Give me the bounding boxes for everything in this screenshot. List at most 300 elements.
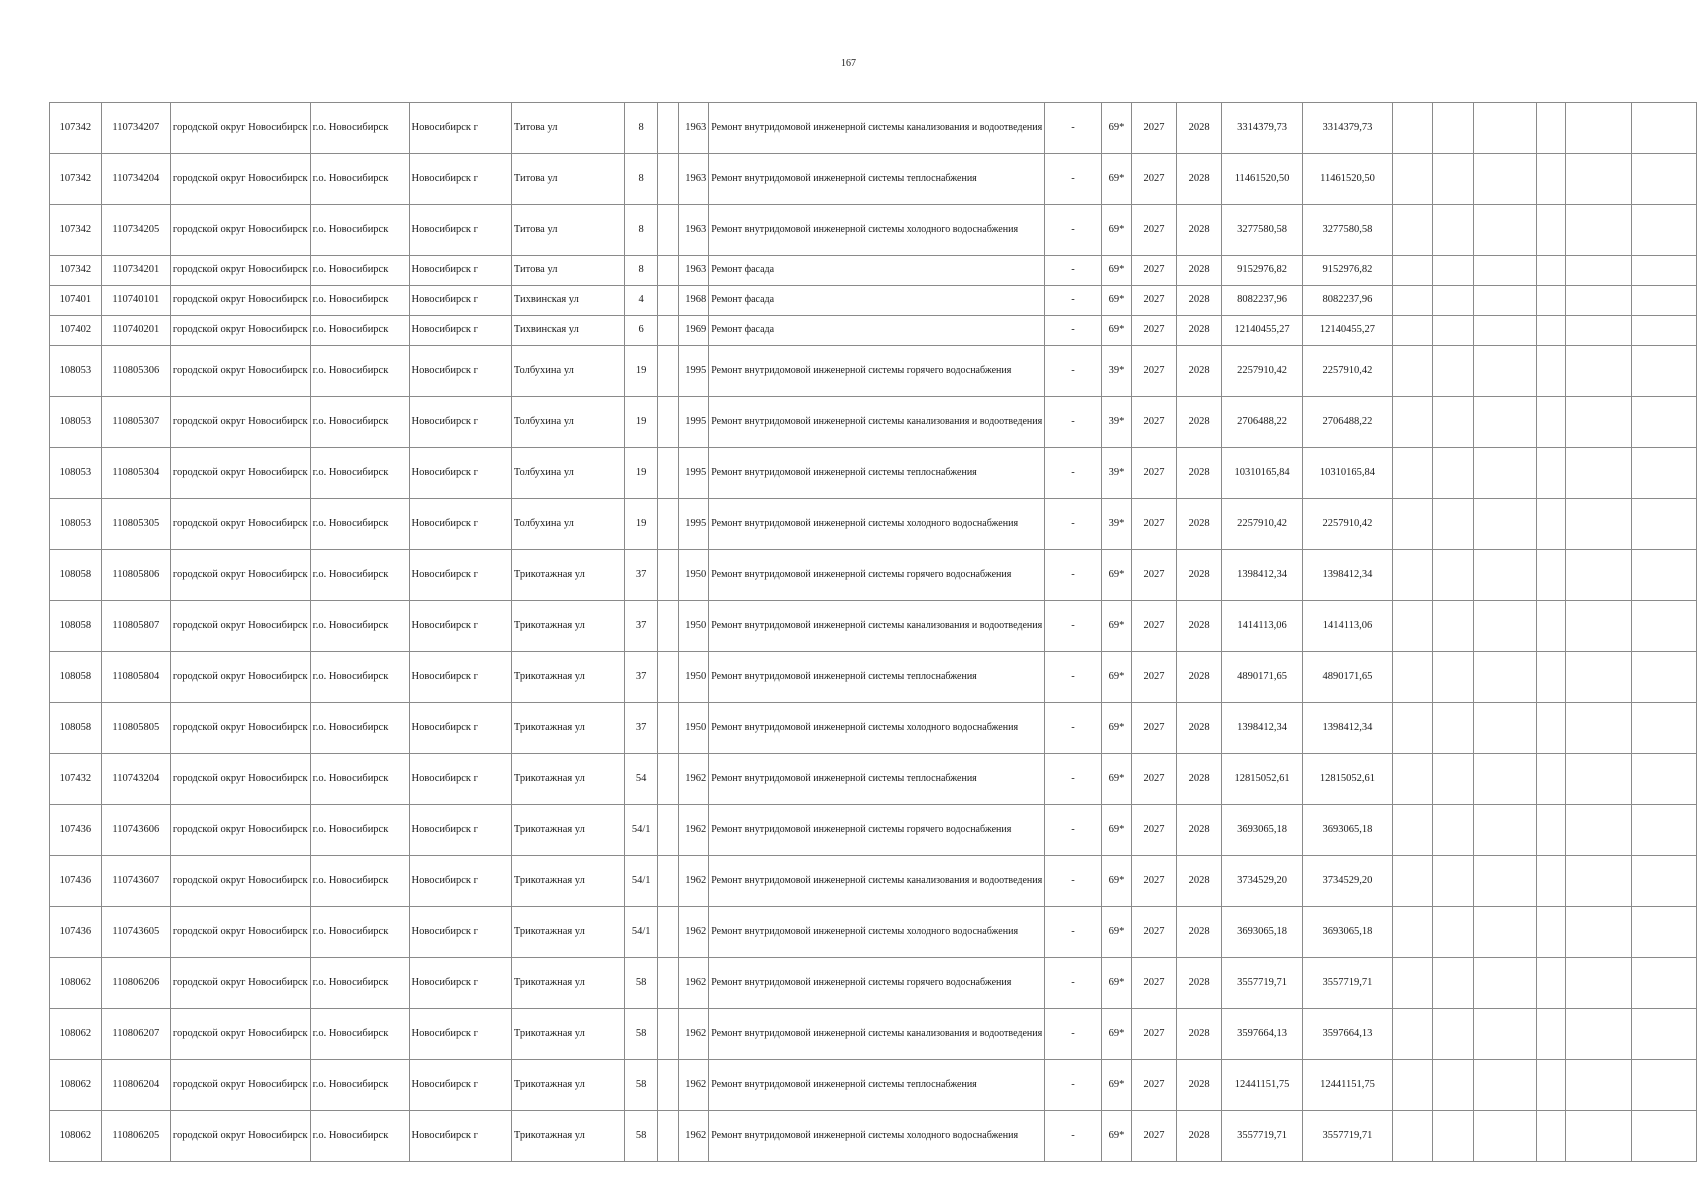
city-cell: Новосибирск г [409, 499, 511, 550]
work-type-cell: Ремонт внутридомовой инженерной системы горячего водоснабжения [709, 346, 1045, 397]
building-cell [657, 652, 678, 703]
cost-cell: 3557719,71 [1222, 958, 1302, 1009]
district-cell: городской округ Новосибирск [170, 103, 310, 154]
empty-cell [1473, 286, 1537, 316]
empty-cell [1566, 346, 1631, 397]
dash-cell: - [1045, 958, 1102, 1009]
municipality-cell: г.о. Новосибирск [310, 154, 409, 205]
start-year-cell: 2027 [1132, 703, 1177, 754]
empty-cell [1631, 958, 1696, 1009]
cost-cell: 1414113,06 [1222, 601, 1302, 652]
city-cell: Новосибирск г [409, 256, 511, 286]
table-row [50, 652, 1697, 703]
municipality-cell: г.о. Новосибирск [310, 601, 409, 652]
id-cell: 108062 [50, 1009, 102, 1060]
percent-cell: 69* [1101, 205, 1131, 256]
building-cell [657, 154, 678, 205]
empty-cell [1433, 1009, 1473, 1060]
empty-cell [1393, 754, 1433, 805]
empty-cell [1433, 703, 1473, 754]
empty-cell [1433, 103, 1473, 154]
dash-cell: - [1045, 316, 1102, 346]
empty-cell [1566, 316, 1631, 346]
id-cell: 108053 [50, 346, 102, 397]
percent-cell: 69* [1101, 256, 1131, 286]
end-year-cell: 2028 [1176, 448, 1222, 499]
total-cost-cell: 3314379,73 [1302, 103, 1393, 154]
empty-cell [1631, 550, 1696, 601]
year-cell: 1963 [679, 103, 709, 154]
table-row [50, 1009, 1697, 1060]
table-row [50, 397, 1697, 448]
start-year-cell: 2027 [1132, 1009, 1177, 1060]
end-year-cell: 2028 [1176, 286, 1222, 316]
total-cost-cell: 2257910,42 [1302, 346, 1393, 397]
empty-cell [1631, 256, 1696, 286]
city-cell: Новосибирск г [409, 286, 511, 316]
work-type-cell: Ремонт внутридомовой инженерной системы канализования и водоотведения [709, 1009, 1045, 1060]
cost-cell: 2706488,22 [1222, 397, 1302, 448]
end-year-cell: 2028 [1176, 1009, 1222, 1060]
building-cell [657, 499, 678, 550]
empty-cell [1393, 703, 1433, 754]
street-cell: Трикотажная ул [511, 907, 625, 958]
empty-cell [1566, 397, 1631, 448]
id-cell: 108053 [50, 397, 102, 448]
start-year-cell: 2027 [1132, 958, 1177, 1009]
total-cost-cell: 1414113,06 [1302, 601, 1393, 652]
dash-cell: - [1045, 1009, 1102, 1060]
municipality-cell: г.о. Новосибирск [310, 397, 409, 448]
city-cell: Новосибирск г [409, 448, 511, 499]
year-cell: 1962 [679, 907, 709, 958]
dash-cell: - [1045, 907, 1102, 958]
table-row [50, 601, 1697, 652]
cost-cell: 12815052,61 [1222, 754, 1302, 805]
municipality-cell: г.о. Новосибирск [310, 703, 409, 754]
start-year-cell: 2027 [1132, 316, 1177, 346]
district-cell: городской округ Новосибирск [170, 346, 310, 397]
work-type-cell: Ремонт внутридомовой инженерной системы канализования и водоотведения [709, 601, 1045, 652]
id-cell: 107401 [50, 286, 102, 316]
empty-cell [1566, 754, 1631, 805]
municipality-cell: г.о. Новосибирск [310, 652, 409, 703]
house-cell: 54/1 [625, 805, 658, 856]
cost-cell: 3597664,13 [1222, 1009, 1302, 1060]
cost-cell: 3277580,58 [1222, 205, 1302, 256]
end-year-cell: 2028 [1176, 652, 1222, 703]
empty-cell [1393, 550, 1433, 601]
percent-cell: 69* [1101, 856, 1131, 907]
cost-cell: 11461520,50 [1222, 154, 1302, 205]
code-cell: 110734207 [101, 103, 170, 154]
code-cell: 110805806 [101, 550, 170, 601]
year-cell: 1969 [679, 316, 709, 346]
empty-cell [1631, 1060, 1696, 1111]
total-cost-cell: 12815052,61 [1302, 754, 1393, 805]
street-cell: Толбухина ул [511, 346, 625, 397]
empty-cell [1393, 316, 1433, 346]
code-cell: 110743605 [101, 907, 170, 958]
building-cell [657, 346, 678, 397]
work-type-cell: Ремонт внутридомовой инженерной системы горячего водоснабжения [709, 958, 1045, 1009]
end-year-cell: 2028 [1176, 397, 1222, 448]
empty-cell [1537, 805, 1566, 856]
empty-cell [1631, 316, 1696, 346]
cost-cell: 2257910,42 [1222, 346, 1302, 397]
cost-cell: 3557719,71 [1222, 1111, 1302, 1162]
table-row [50, 316, 1697, 346]
table-row [50, 448, 1697, 499]
house-cell: 8 [625, 205, 658, 256]
empty-cell [1566, 907, 1631, 958]
year-cell: 1962 [679, 1060, 709, 1111]
end-year-cell: 2028 [1176, 703, 1222, 754]
street-cell: Трикотажная ул [511, 1009, 625, 1060]
empty-cell [1433, 397, 1473, 448]
empty-cell [1537, 448, 1566, 499]
empty-cell [1433, 754, 1473, 805]
empty-cell [1566, 550, 1631, 601]
work-type-cell: Ремонт фасада [709, 316, 1045, 346]
building-cell [657, 907, 678, 958]
end-year-cell: 2028 [1176, 499, 1222, 550]
district-cell: городской округ Новосибирск [170, 205, 310, 256]
end-year-cell: 2028 [1176, 856, 1222, 907]
empty-cell [1537, 907, 1566, 958]
building-cell [657, 1111, 678, 1162]
end-year-cell: 2028 [1176, 205, 1222, 256]
empty-cell [1631, 286, 1696, 316]
work-type-cell: Ремонт внутридомовой инженерной системы канализования и водоотведения [709, 103, 1045, 154]
code-cell: 110734205 [101, 205, 170, 256]
code-cell: 110805307 [101, 397, 170, 448]
year-cell: 1962 [679, 958, 709, 1009]
work-type-cell: Ремонт внутридомовой инженерной системы теплоснабжения [709, 754, 1045, 805]
empty-cell [1537, 205, 1566, 256]
district-cell: городской округ Новосибирск [170, 286, 310, 316]
total-cost-cell: 1398412,34 [1302, 550, 1393, 601]
cost-cell: 1398412,34 [1222, 703, 1302, 754]
district-cell: городской округ Новосибирск [170, 1009, 310, 1060]
city-cell: Новосибирск г [409, 550, 511, 601]
empty-cell [1433, 856, 1473, 907]
work-type-cell: Ремонт внутридомовой инженерной системы холодного водоснабжения [709, 499, 1045, 550]
house-cell: 19 [625, 346, 658, 397]
house-cell: 37 [625, 550, 658, 601]
empty-cell [1631, 601, 1696, 652]
house-cell: 58 [625, 958, 658, 1009]
percent-cell: 69* [1101, 907, 1131, 958]
empty-cell [1473, 103, 1537, 154]
empty-cell [1473, 1111, 1537, 1162]
year-cell: 1962 [679, 1111, 709, 1162]
dash-cell: - [1045, 856, 1102, 907]
work-type-cell: Ремонт внутридомовой инженерной системы холодного водоснабжения [709, 205, 1045, 256]
street-cell: Трикотажная ул [511, 805, 625, 856]
empty-cell [1473, 550, 1537, 601]
percent-cell: 69* [1101, 805, 1131, 856]
total-cost-cell: 12441151,75 [1302, 1060, 1393, 1111]
building-cell [657, 601, 678, 652]
end-year-cell: 2028 [1176, 601, 1222, 652]
dash-cell: - [1045, 346, 1102, 397]
empty-cell [1473, 1009, 1537, 1060]
building-cell [657, 316, 678, 346]
empty-cell [1433, 805, 1473, 856]
total-cost-cell: 3693065,18 [1302, 907, 1393, 958]
district-cell: городской округ Новосибирск [170, 805, 310, 856]
id-cell: 107436 [50, 907, 102, 958]
municipality-cell: г.о. Новосибирск [310, 286, 409, 316]
year-cell: 1963 [679, 256, 709, 286]
empty-cell [1393, 499, 1433, 550]
district-cell: городской округ Новосибирск [170, 754, 310, 805]
street-cell: Толбухина ул [511, 448, 625, 499]
municipality-cell: г.о. Новосибирск [310, 256, 409, 286]
empty-cell [1537, 499, 1566, 550]
work-type-cell: Ремонт внутридомовой инженерной системы канализования и водоотведения [709, 856, 1045, 907]
start-year-cell: 2027 [1132, 1111, 1177, 1162]
house-cell: 6 [625, 316, 658, 346]
year-cell: 1950 [679, 601, 709, 652]
city-cell: Новосибирск г [409, 958, 511, 1009]
code-cell: 110743607 [101, 856, 170, 907]
empty-cell [1566, 805, 1631, 856]
house-cell: 19 [625, 397, 658, 448]
municipality-cell: г.о. Новосибирск [310, 316, 409, 346]
empty-cell [1393, 652, 1433, 703]
city-cell: Новосибирск г [409, 703, 511, 754]
house-cell: 58 [625, 1009, 658, 1060]
empty-cell [1631, 499, 1696, 550]
cost-cell: 3734529,20 [1222, 856, 1302, 907]
percent-cell: 39* [1101, 346, 1131, 397]
street-cell: Трикотажная ул [511, 754, 625, 805]
code-cell: 110806205 [101, 1111, 170, 1162]
start-year-cell: 2027 [1132, 256, 1177, 286]
dash-cell: - [1045, 703, 1102, 754]
code-cell: 110734204 [101, 154, 170, 205]
empty-cell [1473, 856, 1537, 907]
city-cell: Новосибирск г [409, 1060, 511, 1111]
percent-cell: 69* [1101, 550, 1131, 601]
percent-cell: 69* [1101, 601, 1131, 652]
district-cell: городской округ Новосибирск [170, 856, 310, 907]
municipality-cell: г.о. Новосибирск [310, 1009, 409, 1060]
municipality-cell: г.о. Новосибирск [310, 958, 409, 1009]
empty-cell [1537, 703, 1566, 754]
code-cell: 110805804 [101, 652, 170, 703]
cost-cell: 1398412,34 [1222, 550, 1302, 601]
building-cell [657, 103, 678, 154]
house-cell: 58 [625, 1060, 658, 1111]
street-cell: Трикотажная ул [511, 856, 625, 907]
total-cost-cell: 11461520,50 [1302, 154, 1393, 205]
work-type-cell: Ремонт внутридомовой инженерной системы холодного водоснабжения [709, 1111, 1045, 1162]
work-type-cell: Ремонт внутридомовой инженерной системы холодного водоснабжения [709, 907, 1045, 958]
empty-cell [1566, 154, 1631, 205]
percent-cell: 39* [1101, 499, 1131, 550]
total-cost-cell: 3277580,58 [1302, 205, 1393, 256]
end-year-cell: 2028 [1176, 550, 1222, 601]
code-cell: 110806206 [101, 958, 170, 1009]
empty-cell [1393, 1009, 1433, 1060]
street-cell: Трикотажная ул [511, 1111, 625, 1162]
table-row [50, 958, 1697, 1009]
dash-cell: - [1045, 205, 1102, 256]
year-cell: 1968 [679, 286, 709, 316]
street-cell: Титова ул [511, 256, 625, 286]
municipality-cell: г.о. Новосибирск [310, 499, 409, 550]
empty-cell [1393, 448, 1433, 499]
percent-cell: 69* [1101, 703, 1131, 754]
table-row [50, 907, 1697, 958]
house-cell: 8 [625, 154, 658, 205]
district-cell: городской округ Новосибирск [170, 397, 310, 448]
street-cell: Трикотажная ул [511, 652, 625, 703]
year-cell: 1950 [679, 652, 709, 703]
building-cell [657, 703, 678, 754]
start-year-cell: 2027 [1132, 397, 1177, 448]
empty-cell [1537, 652, 1566, 703]
city-cell: Новосибирск г [409, 856, 511, 907]
municipality-cell: г.о. Новосибирск [310, 550, 409, 601]
street-cell: Трикотажная ул [511, 550, 625, 601]
percent-cell: 69* [1101, 958, 1131, 1009]
building-cell [657, 958, 678, 1009]
building-cell [657, 805, 678, 856]
id-cell: 107436 [50, 805, 102, 856]
district-cell: городской округ Новосибирск [170, 958, 310, 1009]
page-number: 167 [841, 58, 856, 69]
code-cell: 110740101 [101, 286, 170, 316]
year-cell: 1995 [679, 397, 709, 448]
empty-cell [1631, 1111, 1696, 1162]
municipality-cell: г.о. Новосибирск [310, 448, 409, 499]
code-cell: 110743204 [101, 754, 170, 805]
building-cell [657, 448, 678, 499]
district-cell: городской округ Новосибирск [170, 550, 310, 601]
dash-cell: - [1045, 652, 1102, 703]
district-cell: городской округ Новосибирск [170, 256, 310, 286]
district-cell: городской округ Новосибирск [170, 1111, 310, 1162]
district-cell: городской округ Новосибирск [170, 601, 310, 652]
id-cell: 108058 [50, 550, 102, 601]
empty-cell [1433, 448, 1473, 499]
year-cell: 1962 [679, 754, 709, 805]
id-cell: 107432 [50, 754, 102, 805]
start-year-cell: 2027 [1132, 601, 1177, 652]
percent-cell: 69* [1101, 1111, 1131, 1162]
empty-cell [1537, 958, 1566, 1009]
empty-cell [1537, 856, 1566, 907]
end-year-cell: 2028 [1176, 316, 1222, 346]
building-cell [657, 286, 678, 316]
work-type-cell: Ремонт фасада [709, 256, 1045, 286]
start-year-cell: 2027 [1132, 652, 1177, 703]
house-cell: 37 [625, 601, 658, 652]
empty-cell [1393, 1111, 1433, 1162]
empty-cell [1537, 346, 1566, 397]
empty-cell [1566, 601, 1631, 652]
municipality-cell: г.о. Новосибирск [310, 1111, 409, 1162]
empty-cell [1473, 256, 1537, 286]
empty-cell [1433, 958, 1473, 1009]
city-cell: Новосибирск г [409, 316, 511, 346]
table-row [50, 703, 1697, 754]
empty-cell [1393, 958, 1433, 1009]
id-cell: 108062 [50, 958, 102, 1009]
empty-cell [1393, 346, 1433, 397]
empty-cell [1473, 907, 1537, 958]
city-cell: Новосибирск г [409, 397, 511, 448]
empty-cell [1473, 805, 1537, 856]
empty-cell [1433, 256, 1473, 286]
total-cost-cell: 2257910,42 [1302, 499, 1393, 550]
empty-cell [1473, 346, 1537, 397]
house-cell: 58 [625, 1111, 658, 1162]
city-cell: Новосибирск г [409, 346, 511, 397]
empty-cell [1537, 1009, 1566, 1060]
empty-cell [1631, 346, 1696, 397]
empty-cell [1393, 397, 1433, 448]
house-cell: 37 [625, 703, 658, 754]
table-row [50, 754, 1697, 805]
dash-cell: - [1045, 256, 1102, 286]
total-cost-cell: 3734529,20 [1302, 856, 1393, 907]
district-cell: городской округ Новосибирск [170, 907, 310, 958]
start-year-cell: 2027 [1132, 103, 1177, 154]
work-type-cell: Ремонт внутридомовой инженерной системы теплоснабжения [709, 1060, 1045, 1111]
house-cell: 19 [625, 499, 658, 550]
end-year-cell: 2028 [1176, 103, 1222, 154]
empty-cell [1566, 286, 1631, 316]
empty-cell [1631, 397, 1696, 448]
city-cell: Новосибирск г [409, 754, 511, 805]
empty-cell [1473, 154, 1537, 205]
empty-cell [1566, 856, 1631, 907]
code-cell: 110806207 [101, 1009, 170, 1060]
empty-cell [1566, 1009, 1631, 1060]
dash-cell: - [1045, 499, 1102, 550]
code-cell: 110734201 [101, 256, 170, 286]
empty-cell [1537, 103, 1566, 154]
district-cell: городской округ Новосибирск [170, 703, 310, 754]
table-row [50, 103, 1697, 154]
start-year-cell: 2027 [1132, 346, 1177, 397]
start-year-cell: 2027 [1132, 805, 1177, 856]
empty-cell [1393, 856, 1433, 907]
percent-cell: 39* [1101, 397, 1131, 448]
work-type-cell: Ремонт внутридомовой инженерной системы теплоснабжения [709, 652, 1045, 703]
empty-cell [1566, 703, 1631, 754]
cost-cell: 3693065,18 [1222, 805, 1302, 856]
empty-cell [1566, 103, 1631, 154]
code-cell: 110740201 [101, 316, 170, 346]
dash-cell: - [1045, 448, 1102, 499]
total-cost-cell: 3557719,71 [1302, 958, 1393, 1009]
empty-cell [1433, 154, 1473, 205]
cost-cell: 3314379,73 [1222, 103, 1302, 154]
dash-cell: - [1045, 1060, 1102, 1111]
empty-cell [1393, 601, 1433, 652]
cost-cell: 12441151,75 [1222, 1060, 1302, 1111]
empty-cell [1537, 754, 1566, 805]
total-cost-cell: 8082237,96 [1302, 286, 1393, 316]
end-year-cell: 2028 [1176, 958, 1222, 1009]
code-cell: 110806204 [101, 1060, 170, 1111]
